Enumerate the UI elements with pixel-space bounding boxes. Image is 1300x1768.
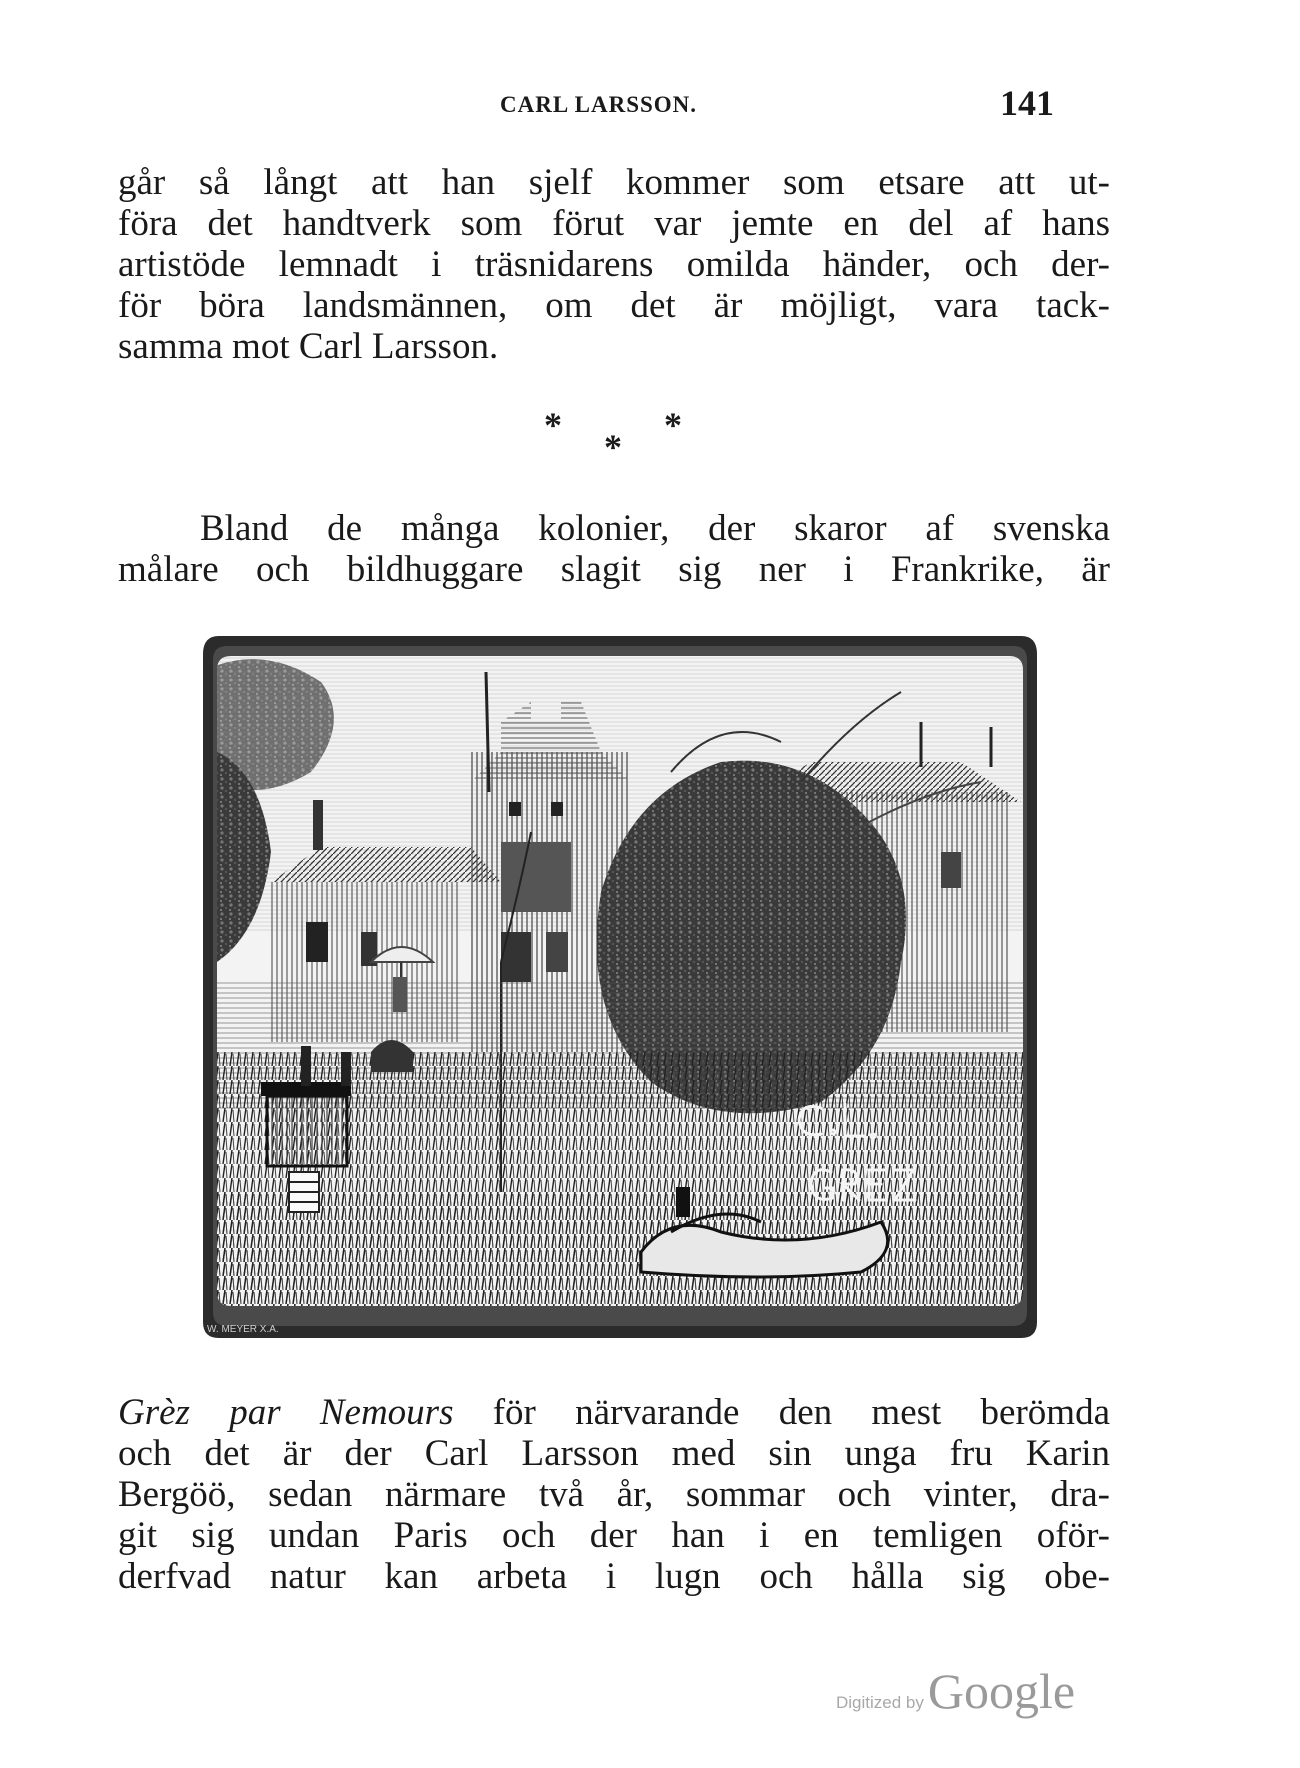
text-line: derfvad natur kan arbeta i lugn och hålla sig obe- xyxy=(118,1556,1110,1597)
text-fragment: för närvarande den mest berömda xyxy=(453,1392,1110,1433)
text-line: artistöde lemnadt i träsnidarens omilda händer, och der- xyxy=(118,244,1110,285)
paragraph-bottom xyxy=(118,1392,1110,1597)
engraving-illustration xyxy=(201,632,1039,1341)
paragraph-top xyxy=(118,162,1110,367)
text-line: Bergöö, sedan närmare två år, sommar och vinter, dra- xyxy=(118,1474,1110,1515)
engraver-mark: W. MEYER X.A. xyxy=(207,1324,279,1335)
text-line xyxy=(118,1392,1110,1433)
text-line: samma mot Carl Larsson. xyxy=(118,326,499,367)
separator-asterisk: * xyxy=(604,427,622,467)
text-line: går så långt att han sjelf kommer som etsare att ut- xyxy=(118,162,1110,203)
google-logo: Google xyxy=(927,1663,1076,1719)
engraving-drawing xyxy=(201,632,1039,1341)
running-header-title: CARL LARSSON. xyxy=(500,92,698,117)
separator-asterisk: * xyxy=(544,405,562,445)
digitized-watermark xyxy=(836,1662,1075,1720)
text-line: Bland de många kolonier, der skaror af svenska xyxy=(200,508,1110,549)
separator-asterisk: * xyxy=(664,405,682,445)
text-line: föra det handtverk som förut var jemte en del af hans xyxy=(118,203,1110,244)
place-name: Grèz par Nemours xyxy=(118,1392,454,1433)
text-line: målare och bildhuggare slagit sig ner i Frankrike, är xyxy=(118,549,1110,590)
paragraph-middle xyxy=(118,508,1110,590)
watermark-prefix: Digitized by xyxy=(836,1693,924,1712)
text-line: git sig undan Paris och der han i en temligen oför- xyxy=(118,1515,1110,1556)
page-number: 141 xyxy=(1000,83,1054,123)
text-line: och det är der Carl Larsson med sin unga fru Karin xyxy=(118,1433,1110,1474)
text-line: för böra landsmännen, om det är möjligt, vara tack- xyxy=(118,285,1110,326)
